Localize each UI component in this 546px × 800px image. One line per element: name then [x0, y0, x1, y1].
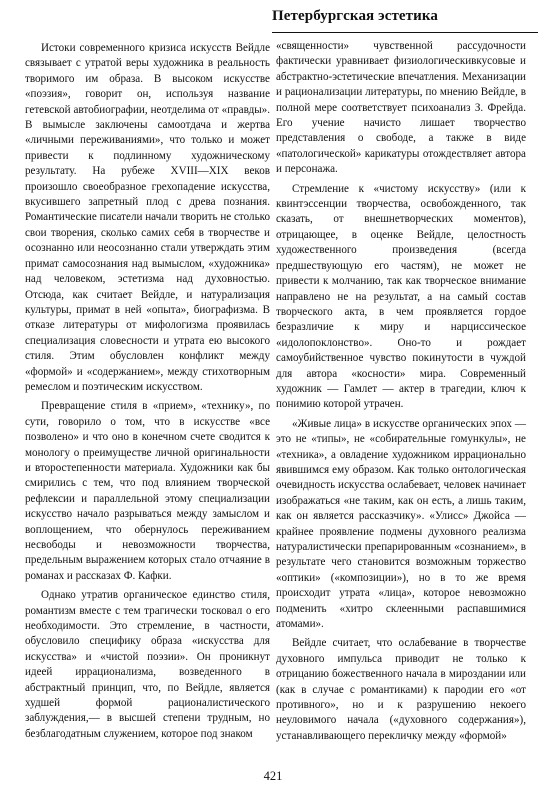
running-header: Петербургская эстетика [272, 8, 439, 24]
left-column [25, 41, 270, 742]
paragraph-continued: «священности» чувственной рассудочности фактически уравнивает физиологическивкусовые и абстрактно-эстетические впечатления. Механизации и рационализации литературы, по мнению Вейдле, в полной мере соответствует психоанализ З. Фрейда. Его учение начисто лишает творчество представления о свободе, а также в виде «патологической» карикатуры отождествляет автора и персонажа. [276, 40, 526, 176]
paragraph: «Живые лица» в искусстве органических эпох — это не «типы», не «собирательные гомункулы», не «техника», а овладение художником иррационально явившимся ему образом. Как только онтологическая очевидность искусства ослабевает, человек начинает изображаться «не таким, как он есть, а лишь таким, как он является рассказчику». «Улисс» Джойса — крайнее проявление подмены духовного реализма натуралистически препарированным «сознанием», в результате чего становится возможным торжество «оптики» («композиции»), но в то же время происходит утрата «лица», которое невозможно подменить «хитро склеенными распавшимися атомами». [276, 417, 526, 631]
page-number: 421 [263, 769, 283, 783]
header-rule [272, 32, 538, 33]
paragraph: Истоки современного кризиса искусств Вейдле связывает с утратой веры художника в реальность творимого им образа. В высоком искусстве «поэзия», говорит он, используя название гетевской автобиографии, неотделима от «правды». В вымысле заключены самоотдача и жертва «личными переживаниями», что только и может привести к подлинному художническому результату. На рубеже XVIII—XIX веков произошло своеобразное грехопадение искусства, вкусившего запретный плод с древа познания. Романтические писатели начали творить не столько свои творения, сколько самих себя в творчестве и осознанно или неосознанно стали утверждать этим примат самосознания над вымыслом, «художника» над человеком, эстетизма над духовностью. Отсюда, как считает Вейдле, и натурализация культуры, примат в ней «опыта», биографизма. В отказе литературы от мифологизма проявилась специализация словесности и утрата ею высокого стиля. Этим обусловлен конфликт между «формой» и «содержанием», между стихотворным ремеслом и поэтическим искусством. [25, 42, 270, 393]
paragraph: Однако утратив органическое единство стиля, романтизм вместе с тем трагически тосковал о его необходимости. Это стремление, в частности, обусловило специфику образа «искусства для искусства» и «чистой поэзии». Он проникнут идеей иррационализма, возведенного в абстрактный принцип, что, по Вейдле, является худшей формой рационалистического заблуждения,— в высшей степени трудным, но безблагодатным служением, которое под знаком [25, 589, 270, 740]
right-column [276, 39, 526, 744]
paragraph: Стремление к «чистому искусству» (или к квинтэссенции творчества, освобожденного, так сказать, от внешнетворческих моментов), отрицающее, в оценке Вейдле, целостность художественного произведения (всегда предшествующую его частям), не может не привести к молчанию, так как творческое внимание направлено не на результат, а на самый состав творческого акта, в чем проявляется гордое безразличие к миру и нарциссическое «идолопоклонство». Оно-то и рождает самоубийственное чувство покинутости в чуждой для автора «косности» мира. Современный художник — Гамлет — актер в трагедии, ключ к понимию которой утрачен. [276, 182, 526, 411]
paragraph: Превращение стиля в «прием», «технику», по сути, говорило о том, что в искусстве «все позволено» и что оно в конечном счете сводится к монологу о преимуществе личной оригинальности и второстепенности материала. Художники как бы смирились с тем, что под влиянием творческой рефлексии и параллельной этому специализации искусство начало разрываться между замыслом и воплощением, что обернулось переживанием несвободы и невозможности творчества, предельным выражением которых стало отчаяние в романах и рассказах Ф. Кафки. [25, 400, 270, 582]
paragraph: Вейдле считает, что ослабевание в творчестве духовного импульса приводит не только к отрицанию божественного начала в мироздании или (как в случае с романтиками) к пародии его «от противного», но и к разрушению некоего неуловимого начала («духовного содержания»), устанавливающего перекличку между «формой» [276, 637, 526, 742]
